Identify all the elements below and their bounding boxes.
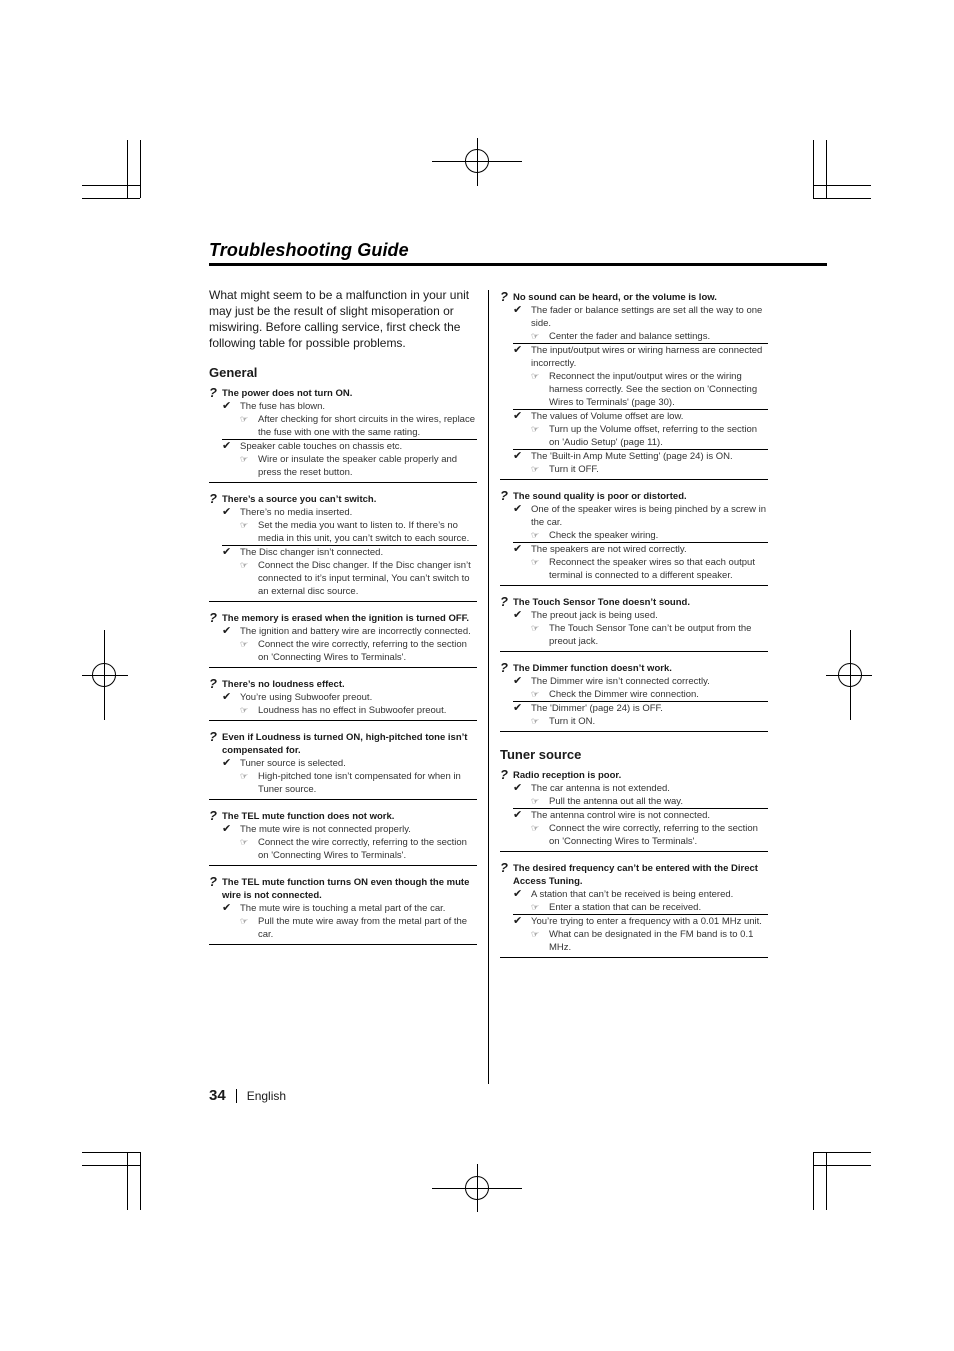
pointing-hand-icon: ☞ (240, 916, 249, 926)
problem-item (209, 492, 477, 602)
remedy-row (531, 423, 768, 449)
pointing-hand-icon: ☞ (240, 639, 249, 649)
cause-row (513, 914, 768, 928)
problem-heading (500, 768, 768, 782)
cause-text: There’s no media inserted. (240, 507, 353, 518)
pointing-hand-icon: ☞ (240, 414, 249, 424)
remedy-text: Turn up the Volume offset, referring to the section on 'Audio Setup' (page 11). (549, 424, 758, 448)
remedy-text: Wire or insulate the speaker cable properly and press the reset button. (258, 454, 458, 478)
problem-heading (209, 809, 477, 823)
cause-text: A station that can’t be received is being entered. (531, 889, 734, 900)
remedy-row (531, 901, 768, 914)
problem-list-general (209, 386, 477, 945)
cause-text: The input/output wires or wiring harness are connected incorrectly. (531, 345, 763, 369)
remedy-text: Reconnect the speaker wires so that each output terminal is connected to a different speaker. (549, 557, 755, 581)
pointing-hand-icon: ☞ (240, 771, 249, 781)
pointing-hand-icon: ☞ (240, 705, 249, 715)
problem-item (500, 595, 768, 652)
check-mark-icon: ✔ (513, 915, 523, 927)
remedy-text: Check the Dimmer wire connection. (549, 689, 699, 700)
question-mark-icon: ? (500, 289, 508, 304)
pointing-hand-icon: ☞ (531, 716, 540, 726)
problem-heading (209, 730, 477, 757)
cause-text: The 'Dimmer' (page 24) is OFF. (531, 703, 663, 714)
problem-item (500, 489, 768, 586)
right-column (500, 290, 768, 967)
problem-text: There’s no loudness effect. (222, 679, 345, 690)
remedy-text: High-pitched tone isn’t compensated for when in Tuner source. (258, 771, 461, 795)
check-mark-icon: ✔ (513, 543, 523, 555)
question-mark-icon: ? (500, 767, 508, 782)
page-footer (209, 1087, 286, 1104)
remedy-row (531, 529, 768, 542)
check-mark-icon: ✔ (513, 702, 523, 714)
problem-heading (209, 492, 477, 506)
problem-item (500, 290, 768, 480)
problem-item (209, 386, 477, 483)
check-mark-icon: ✔ (222, 506, 232, 518)
cause-text: The values of Volume offset are low. (531, 411, 684, 422)
remedy-row (240, 519, 477, 545)
problem-text: The Dimmer function doesn’t work. (513, 663, 672, 674)
remedy-row (240, 638, 477, 664)
pointing-hand-icon: ☞ (531, 689, 540, 699)
remedy-text: Enter a station that can be received. (549, 902, 702, 913)
pointing-hand-icon: ☞ (531, 557, 540, 567)
remedy-text: Connect the wire correctly, referring to the section on 'Connecting Wires to Terminals'. (258, 639, 467, 663)
column-divider (488, 290, 489, 1084)
question-mark-icon: ? (209, 808, 217, 823)
check-mark-icon: ✔ (513, 450, 523, 462)
problem-item (209, 875, 477, 945)
cause-text: The ignition and battery wire are incorrectly connected. (240, 626, 471, 637)
cause-text: Tuner source is selected. (240, 758, 346, 769)
left-column (209, 287, 477, 954)
pointing-hand-icon: ☞ (531, 424, 540, 434)
remedy-text: Connect the wire correctly, referring to the section on 'Connecting Wires to Terminals'. (549, 823, 758, 847)
pointing-hand-icon: ☞ (531, 530, 540, 540)
check-mark-icon: ✔ (513, 503, 523, 515)
problem-text: The sound quality is poor or distorted. (513, 491, 687, 502)
remedy-text: Pull the mute wire away from the metal part of the car. (258, 916, 468, 940)
cause-row (513, 782, 768, 795)
cause-row (222, 506, 477, 519)
remedy-text: Center the fader and balance settings. (549, 331, 711, 342)
section-title-general: General (209, 365, 258, 380)
check-mark-icon: ✔ (222, 400, 232, 412)
check-mark-icon: ✔ (513, 609, 523, 621)
remedy-row (240, 704, 477, 717)
cause-text: The fuse has blown. (240, 401, 326, 412)
cause-row (513, 888, 768, 901)
remedy-text: Loudness has no effect in Subwoofer preout. (258, 705, 447, 716)
check-mark-icon: ✔ (222, 440, 232, 452)
cause-row (222, 823, 477, 836)
problem-item (209, 809, 477, 866)
cause-row (222, 439, 477, 453)
remedy-text: The Touch Sensor Tone can’t be output from the preout jack. (549, 623, 752, 647)
cause-row (513, 542, 768, 556)
check-mark-icon: ✔ (222, 546, 232, 558)
cause-row (513, 304, 768, 330)
check-mark-icon: ✔ (513, 809, 523, 821)
problem-list-tuner (500, 768, 768, 958)
question-mark-icon: ? (209, 729, 217, 744)
remedy-row (531, 795, 768, 808)
remedy-row (531, 928, 768, 954)
check-mark-icon: ✔ (222, 823, 232, 835)
problem-text: The desired frequency can’t be entered with the Direct Access Tuning. (513, 863, 758, 887)
problem-heading (500, 861, 768, 888)
question-mark-icon: ? (500, 488, 508, 503)
cause-text: The speakers are not wired correctly. (531, 544, 687, 555)
footer-language: English (246, 1088, 287, 1103)
cause-row (513, 449, 768, 463)
question-mark-icon: ? (209, 874, 217, 889)
cause-row (513, 343, 768, 370)
remedy-text: After checking for short circuits in the wires, replace the fuse with one with the same rating. (258, 414, 476, 438)
remedy-row (240, 770, 477, 796)
cause-row (513, 675, 768, 688)
remedy-row (240, 413, 477, 439)
problem-item (500, 661, 768, 732)
pointing-hand-icon: ☞ (531, 623, 540, 633)
question-mark-icon: ? (209, 385, 217, 400)
pointing-hand-icon: ☞ (531, 331, 540, 341)
problem-text: The Touch Sensor Tone doesn’t sound. (513, 597, 690, 608)
check-mark-icon: ✔ (222, 625, 232, 637)
check-mark-icon: ✔ (513, 410, 523, 422)
remedy-text: What can be designated in the FM band is to 0.1 MHz. (549, 929, 754, 953)
cause-row (222, 691, 477, 704)
cause-text: The Dimmer wire isn’t connected correctly. (531, 676, 710, 687)
cause-row (513, 701, 768, 715)
cause-text: The mute wire is not connected properly. (240, 824, 411, 835)
remedy-text: Turn it ON. (549, 716, 596, 727)
remedy-text: Reconnect the input/output wires or the wiring harness correctly. See the section on 'Connecting Wires to Terminals' (page 30). (549, 371, 758, 408)
problem-text: Even if Loudness is turned ON, high-pitched tone isn’t compensated for. (222, 732, 468, 756)
page-title: Troubleshooting Guide (209, 240, 409, 260)
check-mark-icon: ✔ (513, 782, 523, 794)
problem-heading (209, 875, 477, 902)
remedy-text: Check the speaker wiring. (549, 530, 659, 541)
check-mark-icon: ✔ (513, 675, 523, 687)
question-mark-icon: ? (500, 660, 508, 675)
intro-text: What might seem to be a malfunction in your unit may just be the result of slight misoperation or miswiring. Before calling service, first check the following table for possible problems. (209, 288, 470, 350)
page-number: 34 (209, 1087, 226, 1104)
remedy-text: Connect the Disc changer. If the Disc changer isn’t connected to it’s input terminal, You can’t switch to an external disc source. (258, 560, 471, 597)
question-mark-icon: ? (500, 860, 508, 875)
problem-item (209, 730, 477, 800)
pointing-hand-icon: ☞ (531, 371, 540, 381)
remedy-row (531, 330, 768, 343)
question-mark-icon: ? (209, 610, 217, 625)
cause-row (513, 808, 768, 822)
problem-list-audio (500, 290, 768, 732)
problem-heading (209, 386, 477, 400)
remedy-row (240, 559, 477, 598)
cause-row (513, 409, 768, 423)
pointing-hand-icon: ☞ (531, 929, 540, 939)
problem-heading (500, 489, 768, 503)
remedy-row (240, 915, 477, 941)
check-mark-icon: ✔ (513, 304, 523, 316)
problem-item (209, 611, 477, 668)
cause-text: The 'Built-in Amp Mute Setting' (page 24) is ON. (531, 451, 733, 462)
cause-row (222, 757, 477, 770)
cause-text: The mute wire is touching a metal part of the car. (240, 903, 446, 914)
pointing-hand-icon: ☞ (240, 454, 249, 464)
remedy-row (531, 715, 768, 728)
cause-text: The fader or balance settings are set all the way to one side. (531, 305, 763, 329)
remedy-row (531, 688, 768, 701)
problem-heading (500, 595, 768, 609)
pointing-hand-icon: ☞ (240, 837, 249, 847)
pointing-hand-icon: ☞ (531, 823, 540, 833)
check-mark-icon: ✔ (513, 344, 523, 356)
remedy-row (240, 836, 477, 862)
problem-text: There’s a source you can’t switch. (222, 494, 377, 505)
remedy-row (531, 556, 768, 582)
remedy-row (531, 622, 768, 648)
remedy-row (531, 822, 768, 848)
cause-row (222, 902, 477, 915)
remedy-row (240, 453, 477, 479)
problem-text: The memory is erased when the ignition is turned OFF. (222, 613, 470, 624)
problem-text: The power does not turn ON. (222, 388, 353, 399)
cause-text: You’re using Subwoofer preout. (240, 692, 373, 703)
cause-text: The Disc changer isn’t connected. (240, 547, 384, 558)
question-mark-icon: ? (209, 676, 217, 691)
problem-heading (209, 677, 477, 691)
problem-text: No sound can be heard, or the volume is low. (513, 292, 717, 303)
title-rule (209, 263, 827, 266)
pointing-hand-icon: ☞ (531, 796, 540, 806)
remedy-text: Set the media you want to listen to. If there’s no media in this unit, you can’t switch to each source. (258, 520, 470, 544)
remedy-text: Turn it OFF. (549, 464, 599, 475)
problem-item (500, 861, 768, 958)
check-mark-icon: ✔ (222, 757, 232, 769)
check-mark-icon: ✔ (222, 902, 232, 914)
cause-text: The antenna control wire is not connected. (531, 810, 711, 821)
check-mark-icon: ✔ (222, 691, 232, 703)
cause-text: You’re trying to enter a frequency with a 0.01 MHz unit. (531, 916, 762, 927)
remedy-row (531, 370, 768, 409)
problem-text: The TEL mute function turns ON even though the mute wire is not connected. (222, 877, 470, 901)
problem-item (500, 768, 768, 852)
pointing-hand-icon: ☞ (240, 520, 249, 530)
footer-separator (236, 1089, 237, 1103)
pointing-hand-icon: ☞ (531, 464, 540, 474)
question-mark-icon: ? (209, 491, 217, 506)
remedy-row (531, 463, 768, 476)
remedy-text: Pull the antenna out all the way. (549, 796, 683, 807)
cause-text: Speaker cable touches on chassis etc. (240, 441, 403, 452)
cause-text: One of the speaker wires is being pinched by a screw in the car. (531, 504, 766, 528)
cause-text: The preout jack is being used. (531, 610, 658, 621)
cause-row (222, 625, 477, 638)
problem-heading (500, 290, 768, 304)
question-mark-icon: ? (500, 594, 508, 609)
cause-text: The car antenna is not extended. (531, 783, 670, 794)
problem-item (209, 677, 477, 721)
section-title-tuner: Tuner source (500, 747, 582, 762)
problem-text: Radio reception is poor. (513, 770, 622, 781)
cause-row (513, 503, 768, 529)
cause-row (222, 400, 477, 413)
check-mark-icon: ✔ (513, 888, 523, 900)
pointing-hand-icon: ☞ (531, 902, 540, 912)
problem-text: The TEL mute function does not work. (222, 811, 395, 822)
pointing-hand-icon: ☞ (240, 560, 249, 570)
cause-row (513, 609, 768, 622)
problem-heading (500, 661, 768, 675)
problem-heading (209, 611, 477, 625)
cause-row (222, 545, 477, 559)
remedy-text: Connect the wire correctly, referring to the section on 'Connecting Wires to Terminals'. (258, 837, 467, 861)
